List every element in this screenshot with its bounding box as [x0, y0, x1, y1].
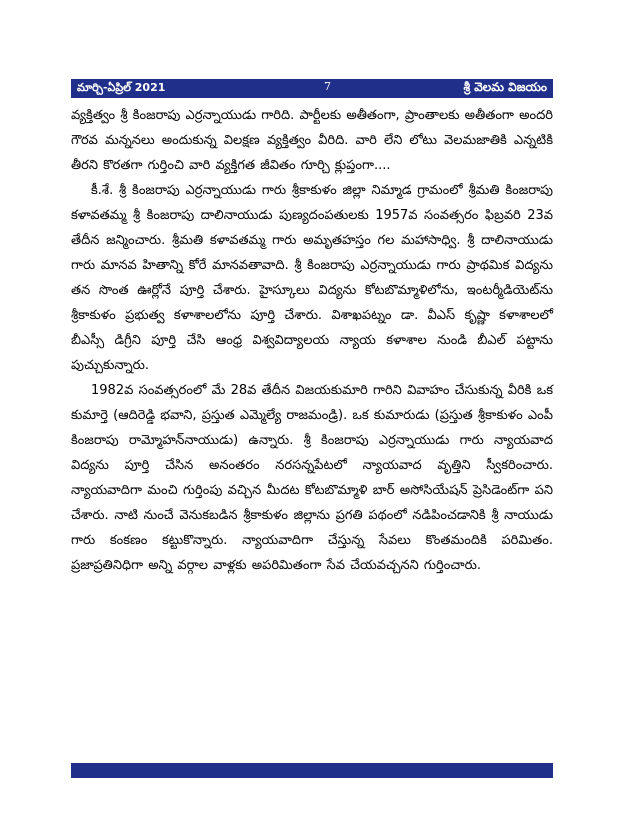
issue-date: మార్చి-ఏప్రిల్ 2021: [77, 81, 166, 94]
article-body: [71, 103, 553, 578]
paragraph-1: వ్యక్తిత్వం శ్రీ కింజరాపు ఎర్రన్నాయుడు గారిది. పార్టీలకు అతీతంగా, ప్రాంతాలకు అతీతంగా అందరి గౌరవ మన్ననలు అందుకున్న విలక్షణ వ్యక్తిత్వం వీరిది. వారి లేని లోటు వెలమజాతికి ఎన్నటికి తీరని కొరతగా గుర్తించి వారి వ్యక్తిగత జీవితం గూర్చి క్లుప్తంగా....: [71, 108, 553, 173]
paragraph-2: కీ.శే. శ్రీ కింజరాపు ఎర్రన్నాయుడు గారు శ్రీకాకుళం జిల్లా నిమ్మాడ గ్రామంలో శ్రీమతి కింజరాపు కళావతమ్మ శ్రీ కింజరాపు దాలినాయుడు పుణ్యదంపతులకు 1957వ సంవత్సరం ఫిబ్రవరి 23వ తేదీన జన్మించారు. శ్రీమతి కళావతమ్మ గారు అమృతహస్తం గల మహాసాధ్వి. శ్రీ దాలినాయుడు గారు మానవ హితాన్ని కోరే మానవతావాది. శ్రీ కింజరాపు ఎర్రన్నాయుడు గారు ప్రాథమిక విద్యను తన సొంత ఊర్లోనే పూర్తి చేశారు. హైస్కూలు విద్యను కోటబొమ్మాళిలోను, ఇంటర్మీడియెట్‌ను శ్రీకాకుళం ప్రభుత్వ కళాశాలలోను పూర్తి చేశారు. విశాఖపట్నం డా. వీఎస్ కృష్ణా కళాశాలలో బీఎస్సీ డిగ్రీని పూర్తి చేసి ఆంధ్ర విశ్వవిద్యాలయ న్యాయ కళాశాల నుండి బీఎల్ పట్టాను పుచ్చుకున్నారు.: [71, 183, 553, 373]
paragraph-3: 1982వ సంవత్సరంలో మే 28వ తేదీన విజయకుమారి గారిని వివాహం చేసుకున్న వీరికి ఒక కుమార్తె (ఆదిరెడ్డి భవాని, ప్రస్తుత ఎమ్మెల్యే రాజమండ్రి). ఒక కుమారుడు (ప్రస్తుత శ్రీకాకుళం ఎంపీ కింజరాపు రామ్మోహన్‌నాయుడు) ఉన్నారు. శ్రీ కింజరాపు ఎర్రన్నాయుడు గారు న్యాయవాద విద్యను పూర్తి చేసిన అనంతరం నరసన్నపేటలో న్యాయవాద వృత్తిని స్వీకరించారు. న్యాయవాదిగా మంచి గుర్తింపు వచ్చిన మీదట కోటబొమ్మాళి బార్ అసోసియేషన్ ప్రెసిడెంట్‌గా పని చేశారు. నాటి నుంచే వెనుకబడిన శ్రీకాకుళం జిల్లాను ప్రగతి పథంలో నడిపించడానికి శ్రీ నాయుడు గారు కంకణం కట్టుకొన్నారు. న్యాయవాదిగా చేస్తున్న సేవలు కొంతమందికి పరిమితం. ప్రజాప్రతినిధిగా అన్ని వర్గాల వాళ్లకు అపరిమితంగా సేవ చేయవచ్చనని గుర్తించారు.: [71, 383, 553, 573]
page-header-bar: [71, 79, 553, 98]
magazine-title: శ్రీ వెలమ విజయం: [463, 80, 547, 94]
page-footer-bar: [71, 763, 553, 778]
page-number: 7: [324, 80, 331, 93]
